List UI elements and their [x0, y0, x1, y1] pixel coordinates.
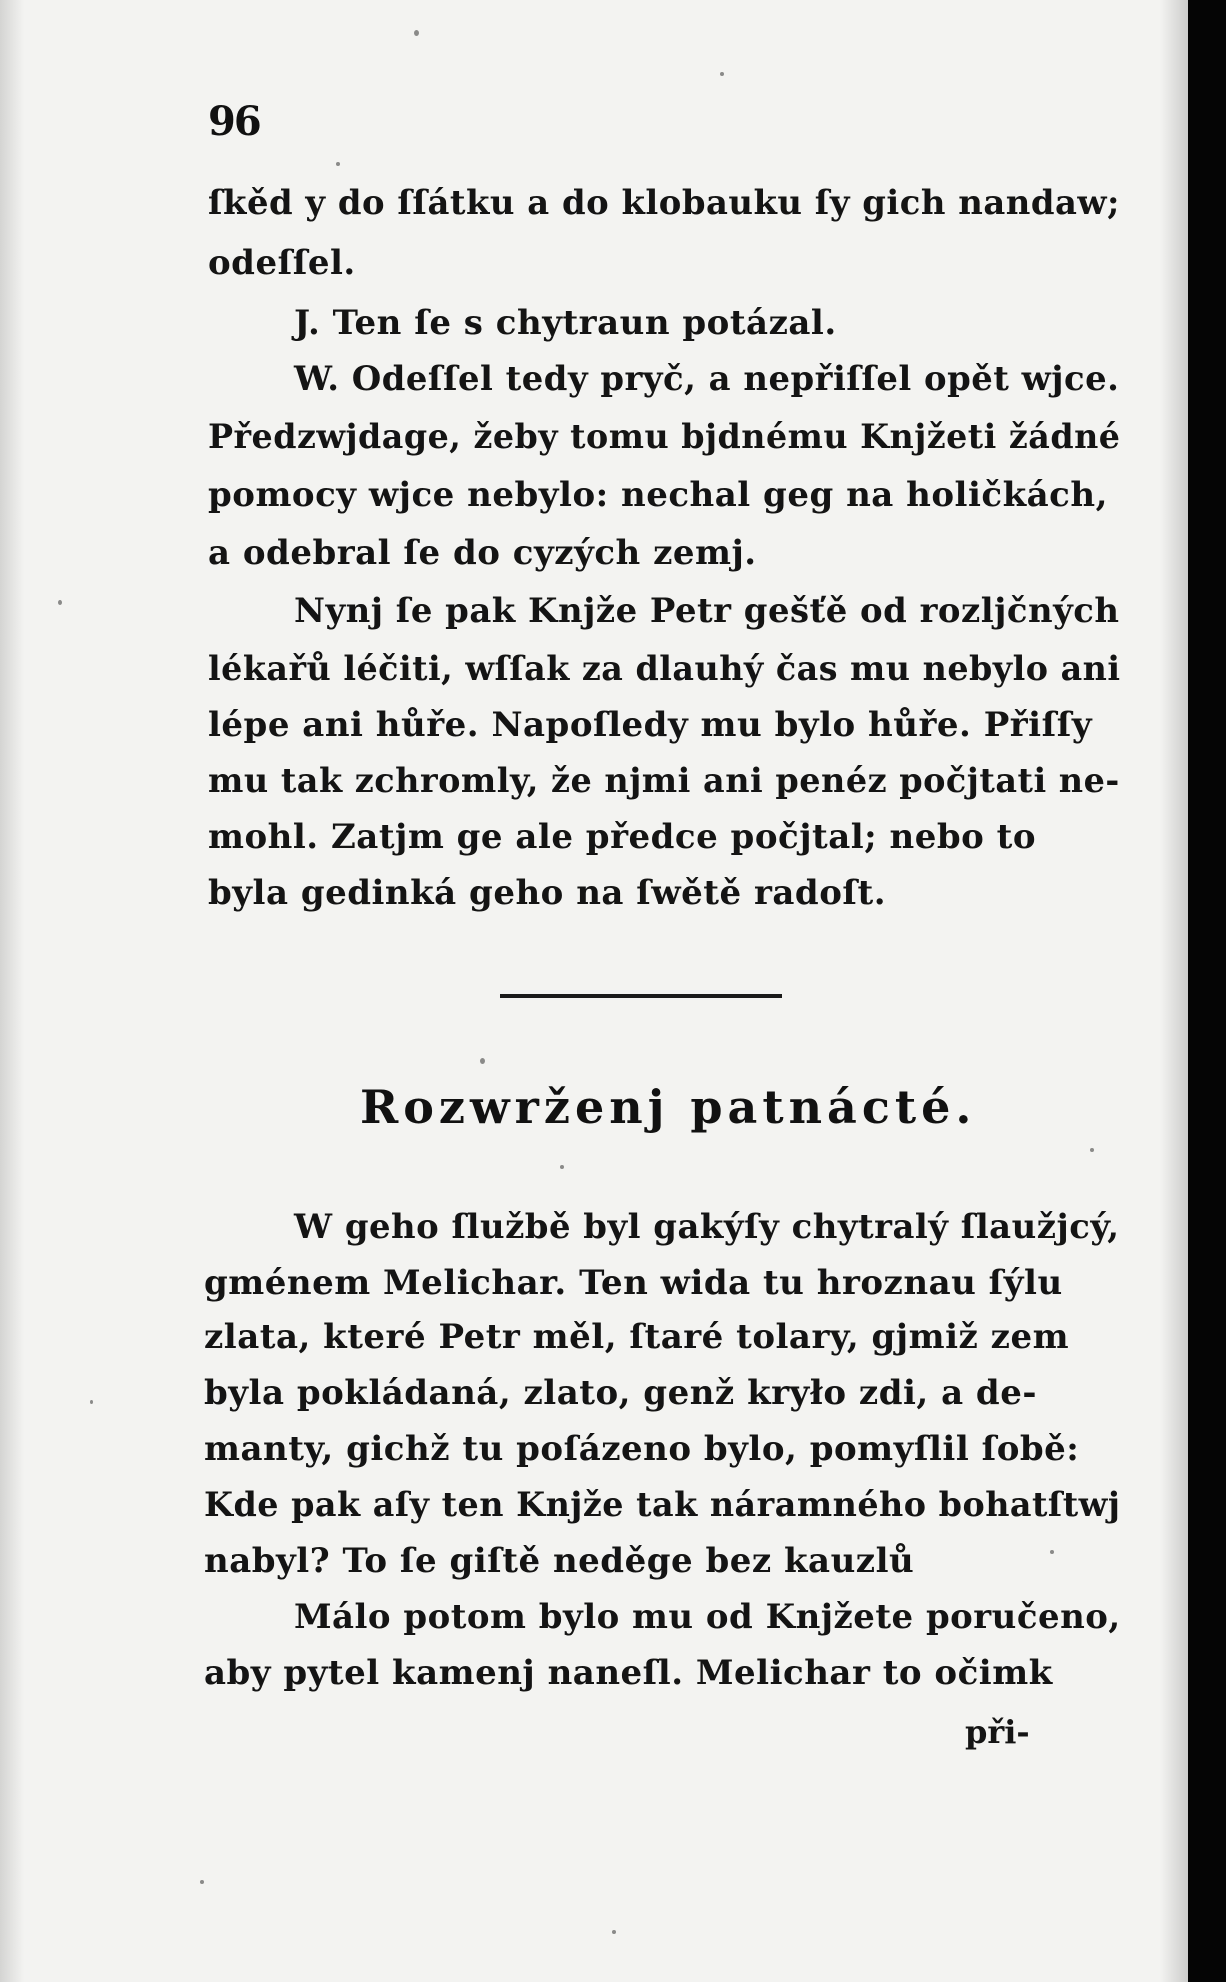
catchword: při- — [965, 1713, 1030, 1751]
text-line: mohl. Zatjm ge ale předce počjtal; nebo to — [208, 817, 1037, 857]
text-line: Nynj ſe pak Knjže Petr gešťě od rozljčných — [294, 591, 1120, 631]
scan-speck — [414, 30, 419, 36]
text-line: odeſſel. — [208, 243, 356, 283]
scan-black-edge — [1188, 0, 1226, 1982]
scan-speck — [1090, 1148, 1094, 1152]
scan-speck — [560, 1165, 564, 1169]
text-line: Předzwjdage, žeby tomu bjdnému Knjžeti žádné — [208, 417, 1121, 457]
scan-speck — [58, 600, 62, 605]
scan-speck — [200, 1880, 204, 1884]
page-number: 96 — [208, 98, 260, 145]
text-line: byla gedinká geho na ſwětě radoſt. — [208, 873, 887, 913]
text-line: gménem Melichar. Ten wida tu hroznau ſýlu — [204, 1263, 1063, 1303]
text-line: aby pytel kamenj naneſl. Melichar to očimk — [204, 1653, 1053, 1693]
text-line: W. Odeſſel tedy pryč, a nepřiſſel opět wjce. — [294, 359, 1120, 399]
text-line: W geho ſlužbě byl gakýſy chytralý ſlaužjcý, — [294, 1207, 1120, 1247]
scan-speck — [720, 72, 724, 76]
text-line: J. Ten ſe s chytraun potázal. — [294, 303, 837, 343]
text-line: Kde pak aſy ten Knjže tak náramného bohatſtwj — [204, 1485, 1121, 1525]
scan-speck — [336, 162, 340, 166]
text-line: a odebral ſe do cyzých zemj. — [208, 533, 757, 573]
text-line: zlata, které Petr měl, ſtaré tolary, gjmiž zem — [204, 1317, 1070, 1357]
chapter-title: Rozwrženj patnácté. — [360, 1080, 977, 1134]
page-gutter-shadow — [1160, 0, 1188, 1982]
text-line: manty, gichž tu poſázeno bylo, pomyſlil ſobě: — [204, 1429, 1080, 1469]
scan-speck — [1050, 1550, 1054, 1554]
text-line: Málo potom bylo mu od Knjžete poručeno, — [294, 1597, 1121, 1637]
section-divider — [500, 994, 782, 998]
text-line: mu tak zchromly, že njmi ani penéz počjtati ne- — [208, 761, 1120, 801]
text-line: lékařů léčiti, wſſak za dlauhý čas mu nebylo ani — [208, 649, 1121, 689]
scan-speck — [90, 1400, 93, 1404]
page-left-shadow — [0, 0, 24, 1982]
text-line: pomocy wjce nebylo: nechal geg na holičkách, — [208, 475, 1108, 515]
text-line: ſkěd y do ſſátku a do klobauku ſy gich nandaw; — [208, 183, 1121, 223]
text-line: nabyl? To ſe giſtě neděge bez kauzlů — [204, 1541, 915, 1581]
scan-speck — [480, 1058, 485, 1064]
scan-speck — [612, 1930, 616, 1934]
text-line: lépe ani hůře. Napoſledy mu bylo hůře. Přiſſy — [208, 705, 1093, 745]
text-line: byla pokládaná, zlato, genž kryło zdi, a de- — [204, 1373, 1037, 1413]
